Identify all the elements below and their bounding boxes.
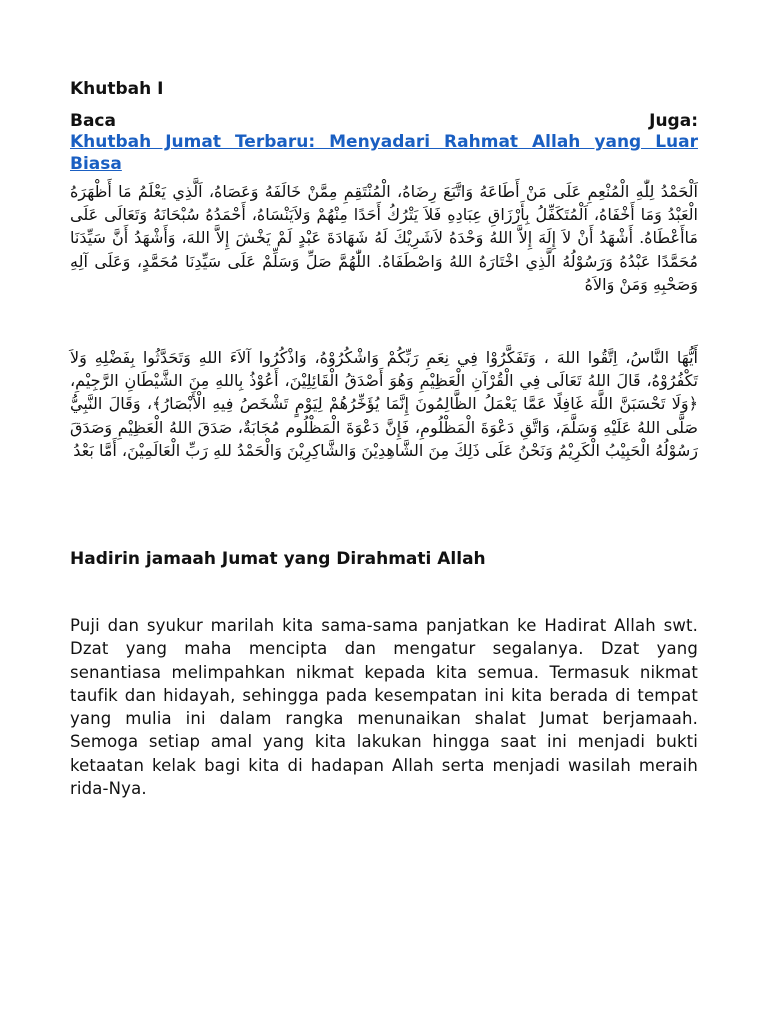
read-also-row xyxy=(70,110,698,133)
khutbah-heading: Khutbah I xyxy=(70,79,164,99)
gratitude-paragraph: Puji dan syukur marilah kita sama-sama panjatkan ke Hadirat Allah swt. Dzat yang maha mencipta dan mengatur segalanya. Dzat yang senantiasa melimpahkan nikmat kepada kita semua. Termasuk nikmat taufik dan hidayah, sehingga pada kesempatan ini kita berada di tempat yang mulia ini dalam rangka menunaikan shalat Jumat berjamaah. Semoga setiap amal yang kita lakukan hingga saat ini menjadi bukti ketaatan kelak bagi kita di hadapan Allah serta menjadi wasilah meraih rida-Nya. xyxy=(70,616,698,799)
read-also-label-right: Juga: xyxy=(649,111,698,131)
arabic-opening-paragraph: اَلْحَمْدُ لِلّٰهِ الْمُنْعِمِ عَلَى مَنْ أَطَاعَهُ وَاتَّبَعَ رِضَاهُ، الْمُنْتَقِمِ مِمَّنْ خَالَفَهُ وَعَصَاهُ، اَلَّذِي يَعْلَمُ مَا أَظْهَرَهُ الْعَبْدُ وَمَا أَخْفَاهُ، اَلْمُتَكَفِّلُ بِأَرْزَاقِ عِبَادِهِ فَلاَ يَتْرُكُ أَحَدًا مِنْهُمْ وَلاَيَنْسَاهُ، أَحْمَدُهُ سُبْحَانَهُ وَتَعَالَى عَلَى مَاأَعْطَاهُ. أَشْهَدُ أَنْ لاَ إِلَهَ إِلاَّ اللهُ وَحْدَهُ لاَشَرِيْكَ لَهُ شَهَادَةَ عَبْدٍ لَمْ يَخْشَ إِلاَّ اللهَ، وَأَشْهَدُ أَنَّ سَيِّدَنَا مُحَمَّدًا عَبْدُهُ وَرَسُوْلُهُ الَّذِي اخْتَارَهُ اللهُ وَاصْطَفَاهُ. اللّٰهُمَّ صَلِّ وَسَلِّمْ عَلَى سَيِّدِنَا مُحَمَّدٍ، وَعَلَى آلِهِ وَصَحْبِهِ وَمَنْ وَالاَهُ xyxy=(70,182,698,294)
hadirin-heading: Hadirin jamaah Jumat yang Dirahmati Allah xyxy=(70,549,486,569)
related-article-link[interactable]: Khutbah Jumat Terbaru: Menyadari Rahmat Allah yang Luar Biasa xyxy=(70,132,698,174)
read-also-label-left: Baca xyxy=(70,111,116,131)
arabic-exhortation-paragraph: أَيُّهَا النَّاسُ، اِتَّقُوا اللهَ ، وَتَفَكَّرُوْا فِي نِعَمِ رَبِّكُمْ وَاشْكُرُوْهُ، وَاذْكُرُوا آلاَءَ اللهِ وَتَحَدَّثُوا بِفَضْلِهِ وَلاَ تَكْفُرُوْهُ، قَالَ اللهُ تَعَالَى فِي الْقُرْآنِ الْعَظِيْمِ وَهُوَ أَصْدَقُ الْقَائِلِيْنَ، أَعُوْذُ بِاللهِ مِنَ الشَّيْطَانِ الرَّجِيْمِ، ﴿وَلَا تَحْسَبَنَّ اللَّهَ غَافِلًا عَمَّا يَعْمَلُ الظَّالِمُونَ إِنَّمَا يُؤَخِّرُهُمْ لِيَوْمٍ تَشْخَصُ فِيهِ الْأَبْصَارُ﴾، وَقَالَ النَّبِيُّ صَلَّى اللهُ عَلَيْهِ وَسَلَّمَ، وَاتَّقِ دَعْوَةَ الْمَظْلُومِ، فَإِنَّ دَعْوَةَ الْمَظْلُوم مُجَابَةٌ، صَدَقَ اللهُ الْعَظِيْمِ وَصَدَقَ رَسُوْلُهُ الْحَبِيْبُ الْكَرِيْمُ وَنَحْنُ عَلَى ذَلِكَ مِنَ الشَّاهِدِيْنَ وَالشَّاكِرِيْنَ وَالْحَمْدُ للهِ رَبِّ الْعَالَمِيْنَ، أَمَّا بَعْدُ xyxy=(70,348,698,460)
